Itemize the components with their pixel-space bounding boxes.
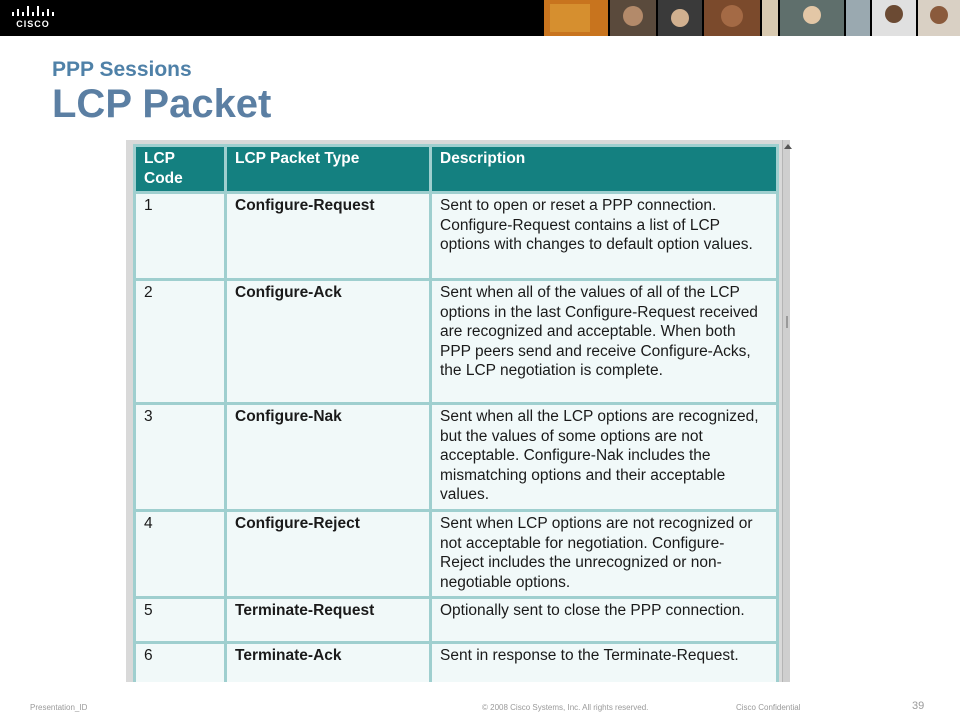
cell-type: Configure-Nak — [227, 405, 429, 509]
column-header-description: Description — [432, 147, 776, 191]
cell-description: Sent in response to the Terminate-Request. — [432, 644, 776, 682]
scroll-thumb-icon[interactable] — [786, 316, 788, 328]
table-row — [136, 405, 776, 509]
cell-code: 6 — [136, 644, 224, 682]
table-row — [136, 194, 776, 278]
table-row — [136, 599, 776, 641]
cisco-logo — [10, 4, 56, 32]
lcp-packet-table — [133, 144, 779, 682]
cell-description: Optionally sent to close the PPP connection. — [432, 599, 776, 641]
table-screenshot — [126, 140, 790, 682]
footer-confidential: Cisco Confidential — [736, 703, 801, 712]
cell-code: 5 — [136, 599, 224, 641]
cell-type: Configure-Reject — [227, 512, 429, 596]
cell-type: Terminate-Request — [227, 599, 429, 641]
scrollbar[interactable] — [782, 140, 790, 682]
cell-description: Sent when all the LCP options are recognized, but the values of some options are not acceptable. Configure-Nak includes the mismatching options and their acceptable values. — [432, 405, 776, 509]
cell-type: Terminate-Ack — [227, 644, 429, 682]
cell-code: 1 — [136, 194, 224, 278]
cell-code: 4 — [136, 512, 224, 596]
cell-code: 3 — [136, 405, 224, 509]
table-row — [136, 644, 776, 682]
header-photo-strip — [544, 0, 960, 36]
column-header-type: LCP Packet Type — [227, 147, 429, 191]
cell-code: 2 — [136, 281, 224, 402]
footer-copyright: © 2008 Cisco Systems, Inc. All rights reserved. — [482, 703, 649, 712]
column-header-code-label: LCP Code — [144, 150, 183, 187]
cisco-wordmark: CISCO — [16, 19, 50, 29]
slide-subtitle: PPP Sessions — [52, 58, 192, 81]
cell-type: Configure-Ack — [227, 281, 429, 402]
cisco-bridge-icon — [10, 4, 56, 18]
cell-description: Sent when LCP options are not recognized or not acceptable for negotiation. Configure-Reject includes the unrecognized or non-negotiable options. — [432, 512, 776, 596]
column-header-code — [136, 147, 224, 191]
header-bar — [0, 0, 960, 36]
cell-description: Sent to open or reset a PPP connection. Configure-Request contains a list of LCP options with changes to default option values. — [432, 194, 776, 278]
page-number: 39 — [912, 700, 925, 712]
scroll-up-arrow-icon[interactable] — [784, 144, 792, 149]
footer-presentation-id: Presentation_ID — [30, 703, 88, 712]
cell-type: Configure-Request — [227, 194, 429, 278]
table-row — [136, 281, 776, 402]
slide-title: LCP Packet — [52, 82, 272, 126]
table-row — [136, 512, 776, 596]
table-header-row — [136, 147, 776, 191]
cell-description: Sent when all of the values of all of the LCP options in the last Configure-Request received are recognized and acceptable. When both PPP peers send and receive Configure-Acks, the LCP negotiation is complete. — [432, 281, 776, 402]
